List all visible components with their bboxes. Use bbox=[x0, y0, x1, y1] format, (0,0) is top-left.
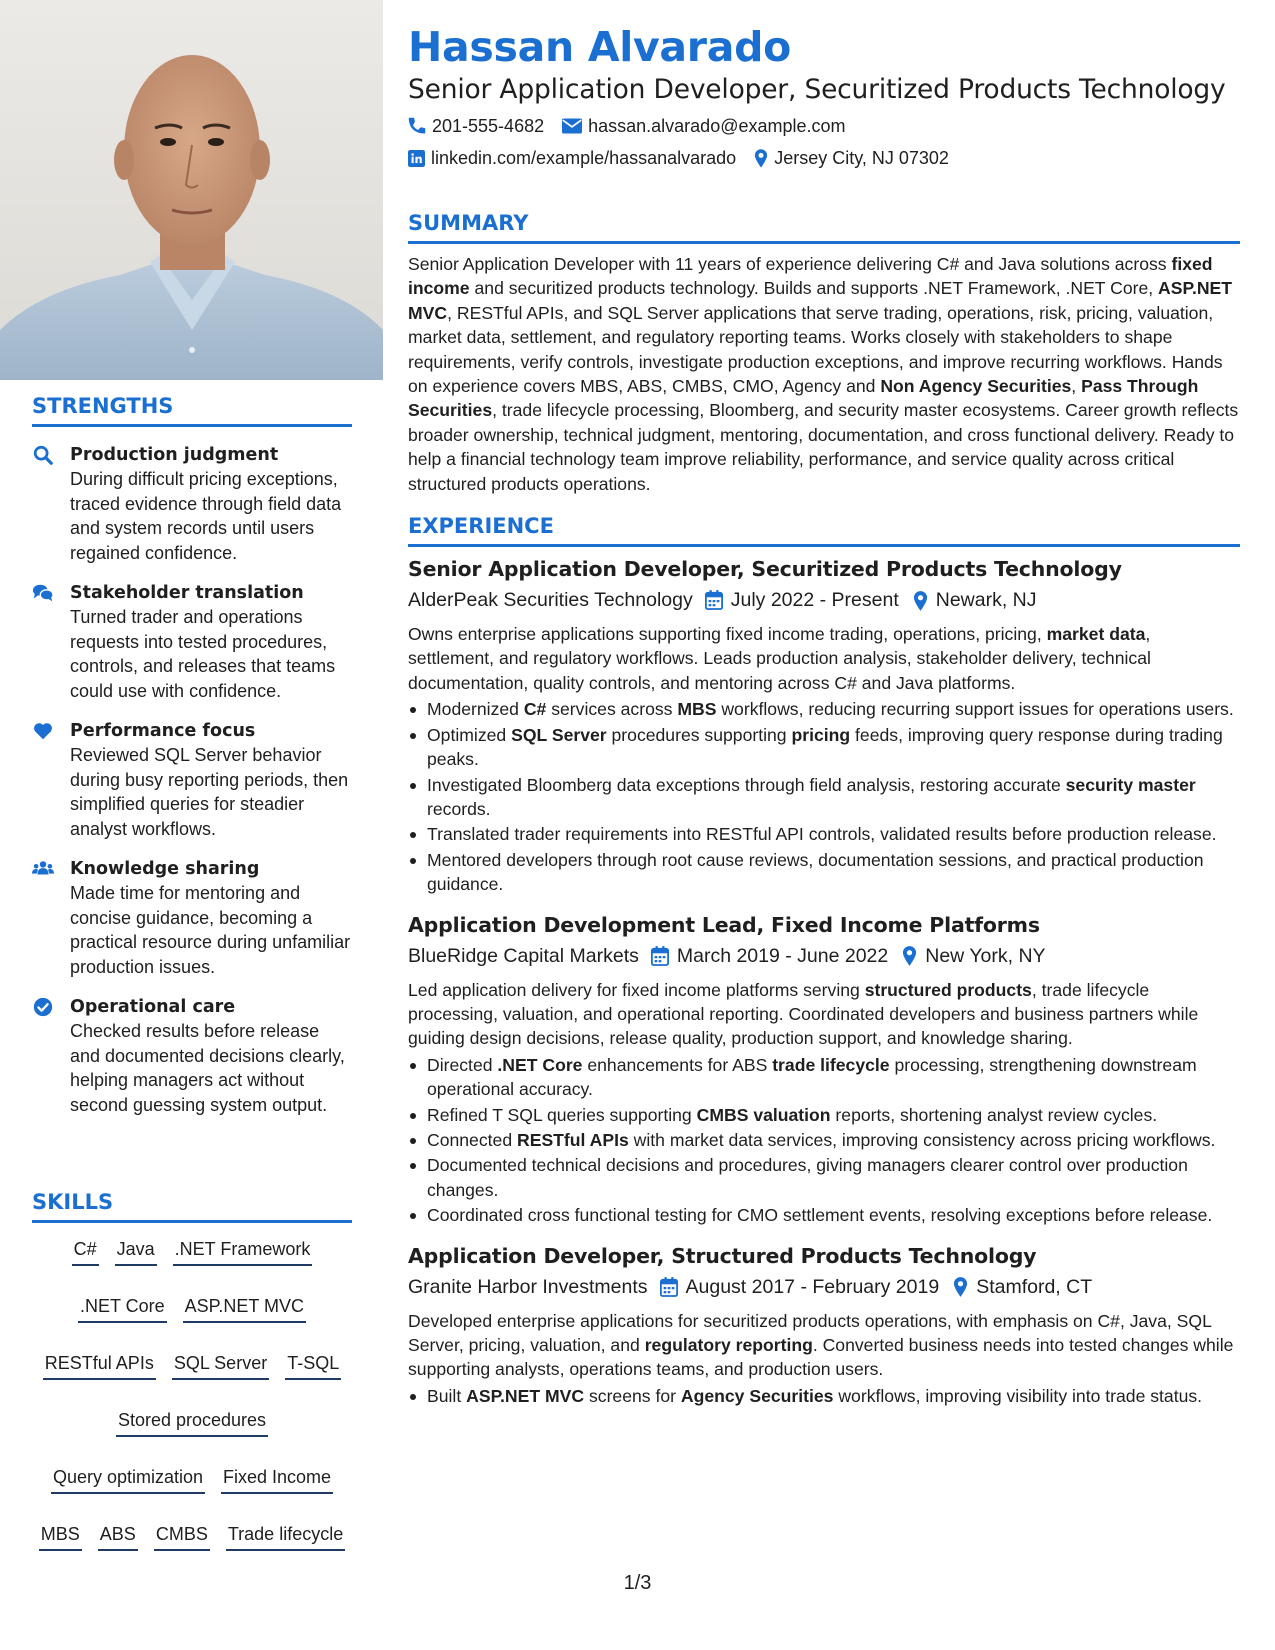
skill-tag: CMBS bbox=[154, 1522, 210, 1551]
bullet-item: Directed .NET Core enhancements for ABS trade lifecycle processing, strengthening downstream operational accuracy. bbox=[408, 1053, 1240, 1102]
linkedin-text: linkedin.com/example/hassanalvarado bbox=[431, 148, 737, 168]
strength-title: Performance focus bbox=[70, 721, 256, 741]
skill-tag: ASP.NET MVC bbox=[183, 1294, 306, 1323]
heart-icon bbox=[32, 720, 54, 742]
job-dates: July 2022 - Present bbox=[730, 589, 899, 612]
candidate-title: Senior Application Developer, Securitized Products Technology bbox=[408, 74, 1226, 105]
strength-item bbox=[32, 857, 352, 979]
summary-heading: SUMMARY bbox=[408, 211, 1240, 244]
map-pin-icon bbox=[902, 945, 917, 966]
sidebar bbox=[0, 0, 383, 1650]
job-description: Owns enterprise applications supporting fixed income trading, operations, pricing, market data, settlement, and regulatory workflows. Leads production analysis, stakeholder delivery, technical documentation, quality controls, and mentoring across C# and Java platforms. bbox=[408, 624, 1151, 693]
page-number: 1/3 bbox=[623, 1572, 652, 1594]
skill-tag: Query optimization bbox=[51, 1465, 205, 1494]
job-dates: August 2017 - February 2019 bbox=[685, 1275, 940, 1298]
skill-tag: Fixed Income bbox=[221, 1465, 333, 1494]
strength-item bbox=[32, 443, 352, 565]
bullet-item: Optimized SQL Server procedures supporting pricing feeds, improving query response during trading peaks. bbox=[408, 723, 1240, 772]
job-entry bbox=[408, 911, 1240, 1228]
chat-icon bbox=[32, 582, 54, 604]
candidate-name: Hassan Alvarado bbox=[408, 23, 791, 71]
job-entry bbox=[408, 1242, 1240, 1409]
skills-list bbox=[32, 1237, 352, 1551]
summary-text: Senior Application Developer with 11 years of experience delivering C# and Java solutions across fixed income and securitized products technology. Builds and supports .NET Framework, .NET Core, ASP.NET MVC, RESTful APIs, and SQL Server applications that serve trading, operations, risk, pricing, valuation, market data, settlement, and regulatory reporting teams. Works closely with stakeholders to shape requirements, verify controls, investigate production exceptions, and improve recurring workflows. Hands on experience covers MBS, ABS, CMBS, CMO, Agency and Non Agency Securities, Pass Through Securities, trade lifecycle processing, Bloomberg, and security master ecosystems. Career growth reflects broader ownership, technical judgment, mentoring, documentation, and cross functional delivery. Ready to help a financial technology team improve reliability, performance, and service quality across critical structured products operations. bbox=[408, 254, 1239, 494]
contact-row bbox=[408, 113, 1240, 139]
calendar-icon bbox=[651, 946, 669, 966]
skill-tag: Stored procedures bbox=[116, 1408, 268, 1437]
bullet-item: Documented technical decisions and procedures, giving managers clearer control over production changes. bbox=[408, 1153, 1240, 1202]
skill-tag: Trade lifecycle bbox=[226, 1522, 345, 1551]
skill-tag: Java bbox=[115, 1237, 157, 1266]
strength-text: Turned trader and operations requests into tested procedures, controls, and releases that teams could use with confidence. bbox=[70, 607, 336, 701]
strength-text: Reviewed SQL Server behavior during busy reporting periods, then simplified queries for steadier analyst workflows. bbox=[70, 745, 349, 839]
bullet-item: Translated trader requirements into RESTful API controls, validated results before production release. bbox=[408, 822, 1240, 846]
bullet-item: Modernized C# services across MBS workflows, reducing recurring support issues for operations users. bbox=[408, 697, 1240, 721]
users-icon bbox=[32, 858, 54, 880]
job-description: Led application delivery for fixed income platforms serving structured products, trade lifecycle processing, valuation, and operational reporting. Coordinated developers and business partners while guiding design decisions, release quality, production support, and knowledge sharing. bbox=[408, 979, 1199, 1049]
search-icon bbox=[32, 444, 54, 466]
skill-tag: RESTful APIs bbox=[43, 1351, 156, 1380]
strength-item bbox=[32, 995, 352, 1117]
location-contact bbox=[754, 145, 949, 171]
job-meta bbox=[408, 942, 1240, 970]
job-entry bbox=[408, 555, 1240, 896]
skill-tag: C# bbox=[72, 1237, 99, 1266]
email-contact[interactable] bbox=[562, 113, 845, 139]
skill-tag: SQL Server bbox=[172, 1351, 269, 1380]
strength-text: During difficult pricing exceptions, traced evidence through field data and system records until users regained confidence. bbox=[70, 469, 342, 563]
job-bullets bbox=[408, 1053, 1240, 1228]
contact-row-2 bbox=[408, 145, 1240, 171]
job-location: Stamford, CT bbox=[976, 1275, 1093, 1298]
job-company: BlueRidge Capital Markets bbox=[408, 944, 639, 967]
skills-heading: SKILLS bbox=[32, 1190, 352, 1223]
job-company: Granite Harbor Investments bbox=[408, 1275, 648, 1298]
skill-tag: .NET Framework bbox=[173, 1237, 313, 1266]
skill-tag: .NET Core bbox=[78, 1294, 167, 1323]
job-title: Application Development Lead, Fixed Income Platforms bbox=[408, 912, 1040, 937]
bullet-item: Refined T SQL queries supporting CMBS valuation reports, shortening analyst review cycles. bbox=[408, 1103, 1240, 1127]
strength-title: Stakeholder translation bbox=[70, 583, 304, 603]
calendar-icon bbox=[705, 590, 723, 610]
strength-title: Knowledge sharing bbox=[70, 859, 260, 879]
bullet-item: Investigated Bloomberg data exceptions through field analysis, restoring accurate security master records. bbox=[408, 773, 1240, 822]
strength-item bbox=[32, 581, 352, 703]
phone-icon bbox=[408, 117, 426, 135]
check-circle-icon bbox=[32, 996, 54, 1018]
bullet-item: Mentored developers through root cause reviews, documentation sessions, and practical production guidance. bbox=[408, 848, 1240, 897]
phone-text: 201-555-4682 bbox=[432, 116, 545, 136]
map-pin-icon bbox=[953, 1276, 968, 1297]
envelope-icon bbox=[562, 118, 582, 134]
strength-text: Checked results before release and documented decisions clearly, helping managers act without second guessing system output. bbox=[70, 1021, 345, 1115]
strength-title: Production judgment bbox=[70, 445, 279, 465]
email-text: hassan.alvarado@example.com bbox=[588, 116, 846, 136]
job-title: Senior Application Developer, Securitized Products Technology bbox=[408, 557, 1122, 582]
skill-tag: MBS bbox=[39, 1522, 82, 1551]
job-bullets bbox=[408, 1384, 1240, 1408]
profile-photo bbox=[0, 0, 383, 380]
map-pin-icon bbox=[913, 590, 928, 611]
location-text: Jersey City, NJ 07302 bbox=[774, 148, 949, 168]
linkedin-icon bbox=[408, 150, 425, 167]
strength-title: Operational care bbox=[70, 997, 236, 1017]
strengths-section bbox=[32, 394, 352, 1117]
job-location: Newark, NJ bbox=[935, 589, 1037, 612]
skills-section bbox=[32, 1190, 352, 1551]
bullet-item: Coordinated cross functional testing for CMO settlement events, resolving exceptions before release. bbox=[408, 1203, 1240, 1227]
strengths-heading: STRENGTHS bbox=[32, 394, 352, 427]
strength-text: Made time for mentoring and concise guidance, becoming a practical resource during unfamiliar production issues. bbox=[70, 883, 351, 977]
strength-item bbox=[32, 719, 352, 841]
job-description: Developed enterprise applications for securitized products operations, with emphasis on C#, Java, SQL Server, pricing, valuation, and regulatory reporting. Converted business needs into tested changes while supporting analysts, operations teams, and production users. bbox=[408, 1310, 1234, 1380]
job-location: New York, NY bbox=[925, 944, 1046, 967]
job-title: Application Developer, Structured Products Technology bbox=[408, 1243, 1037, 1268]
job-meta bbox=[408, 586, 1240, 614]
skill-tag: ABS bbox=[98, 1522, 138, 1551]
phone-contact[interactable] bbox=[408, 113, 544, 139]
linkedin-contact[interactable] bbox=[408, 145, 736, 171]
bullet-item: Built ASP.NET MVC screens for Agency Securities workflows, improving visibility into trade status. bbox=[408, 1384, 1240, 1408]
bullet-item: Connected RESTful APIs with market data services, improving consistency across pricing workflows. bbox=[408, 1128, 1240, 1152]
job-meta bbox=[408, 1273, 1240, 1301]
main-content bbox=[408, 22, 1240, 1408]
job-dates: March 2019 - June 2022 bbox=[676, 944, 889, 967]
skill-tag: T-SQL bbox=[285, 1351, 341, 1380]
calendar-icon bbox=[660, 1277, 678, 1297]
experience-heading: EXPERIENCE bbox=[408, 514, 1240, 547]
job-bullets bbox=[408, 697, 1240, 896]
job-company: AlderPeak Securities Technology bbox=[408, 589, 693, 612]
map-pin-icon bbox=[754, 148, 768, 168]
